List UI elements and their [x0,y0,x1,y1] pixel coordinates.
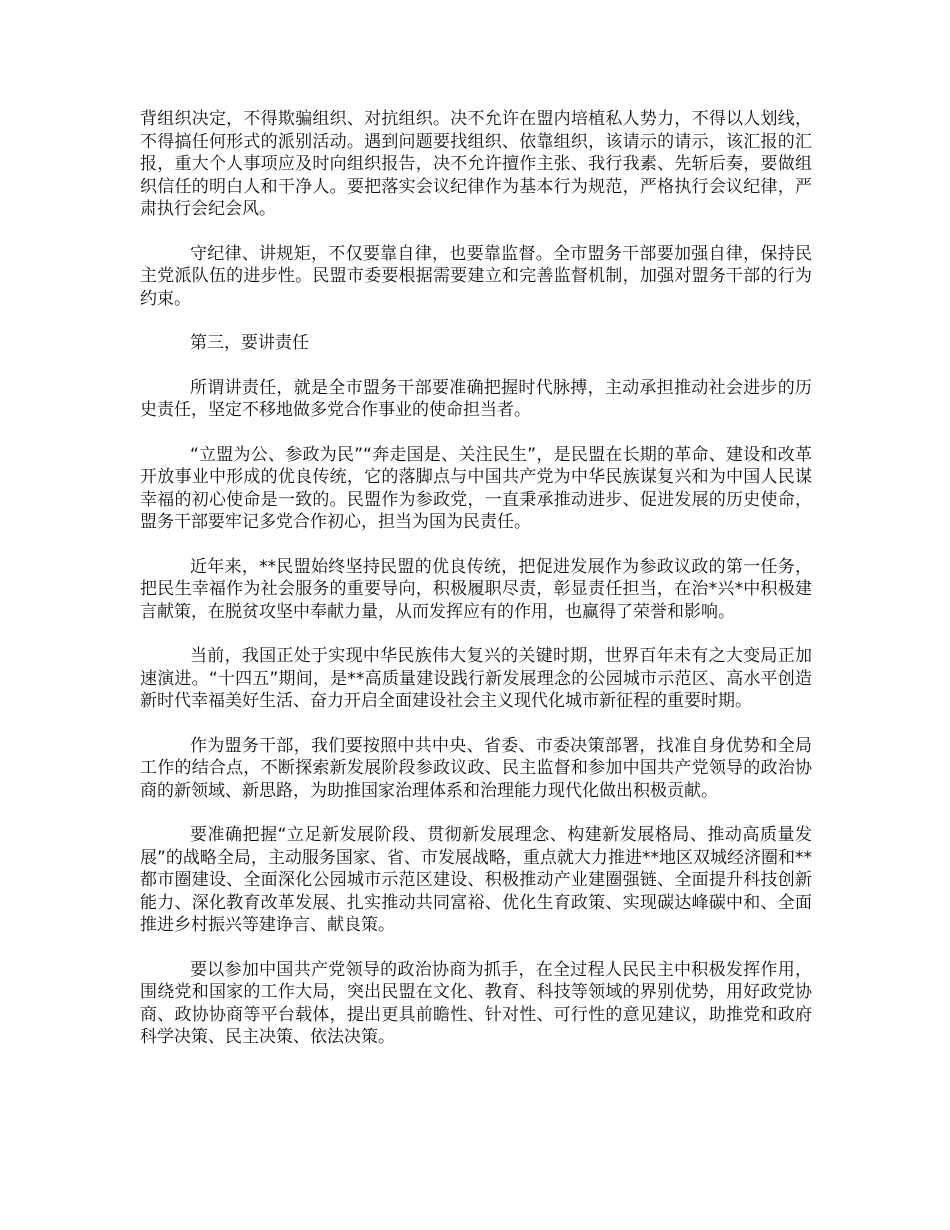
paragraph-9: 要准确把握“立足新发展阶段、贯彻新发展理念、构建新发展格局、推动高质量发展”的战略全局，主动服务国家、省、市发展战略，重点就大力推进**地区双城经济圈和**都市圈建设、全面深化公园城市示范区建设、积极推动产业建圈强链、全面提升科技创新能力、深化教育改革发展、扎实推动共同富裕、优化生育政策、实现碳达峰碳中和、全面推进乡村振兴等建诤言、献良策。 [140,825,812,935]
section-heading: 第三，要讲责任 [190,333,309,353]
document-body [140,108,812,1071]
paragraph-4: 所谓讲责任，就是全市盟务干部要准确把握时代脉搏，主动承担推动社会进步的历史责任，坚定不移地做多党合作事业的使命担当者。 [140,377,812,420]
paragraph-1: 背组织决定，不得欺骗组织、对抗组织。决不允许在盟内培植私人势力，不得以人划线，不得搞任何形式的派别活动。遇到问题要找组织、依靠组织，该请示的请示，该汇报的汇报，重大个人事项应及时向组织报告，决不允许擅作主张、我行我素、先斩后奏，要做组织信任的明白人和干净人。要把落实会议纪律作为基本行为规范，严格执行会议纪律，严肃执行会纪会风。 [140,109,812,219]
paragraph-6: 近年来，**民盟始终坚持民盟的优良传统，把促进发展作为参政议政的第一任务，把民生幸福作为社会服务的重要导向，积极履职尽责，彰显责任担当，在治*兴*中积极建言献策，在脱贫攻坚中奉献力量，从而发挥应有的作用，也赢得了荣誉和影响。 [140,556,812,622]
paragraph-7: 当前，我国正处于实现中华民族伟大复兴的关键时期，世界百年未有之大变局正加速演进。“十四五”期间，是**高质量建设践行新发展理念的公园城市示范区、高水平创造新时代幸福美好生活、奋力开启全面建设社会主义现代化城市新征程的重要时期。 [140,646,812,711]
paragraph-5: “立盟为公、参政为民”“奔走国是、关注民生”，是民盟在长期的革命、建设和改革开放事业中形成的优良传统，它的落脚点与中国共产党为中华民族谋复兴和为中国人民谋幸福的初心使命是一致的。民盟作为参政党，一直秉承推动进步、促进发展的历史使命，盟务干部要牢记多党合作初心，担当为国为民责任。 [140,444,812,532]
paragraph-8: 作为盟务干部，我们要按照中共中央、省委、市委决策部署，找准自身优势和全局工作的结合点，不断探索新发展阶段参政议政、民主监督和参加中国共产党领导的政治协商的新领域、新思路，为助推国家治理体系和治理能力现代化做出积极贡献。 [140,735,812,801]
paragraph-10: 要以参加中国共产党领导的政治协商为抓手，在全过程人民民主中积极发挥作用，围绕党和国家的工作大局，突出民盟在文化、教育、科技等领域的界别优势，用好政党协商、政协协商等平台载体，提出更具前瞻性、针对性、可行性的意见建议，助推党和政府科学决策、民主决策、依法决策。 [140,959,812,1047]
paragraph-2: 守纪律、讲规矩，不仅要靠自律，也要靠监督。全市盟务干部要加强自律，保持民主党派队伍的进步性。民盟市委要根据需要建立和完善监督机制，加强对盟务干部的行为约束。 [140,243,812,309]
